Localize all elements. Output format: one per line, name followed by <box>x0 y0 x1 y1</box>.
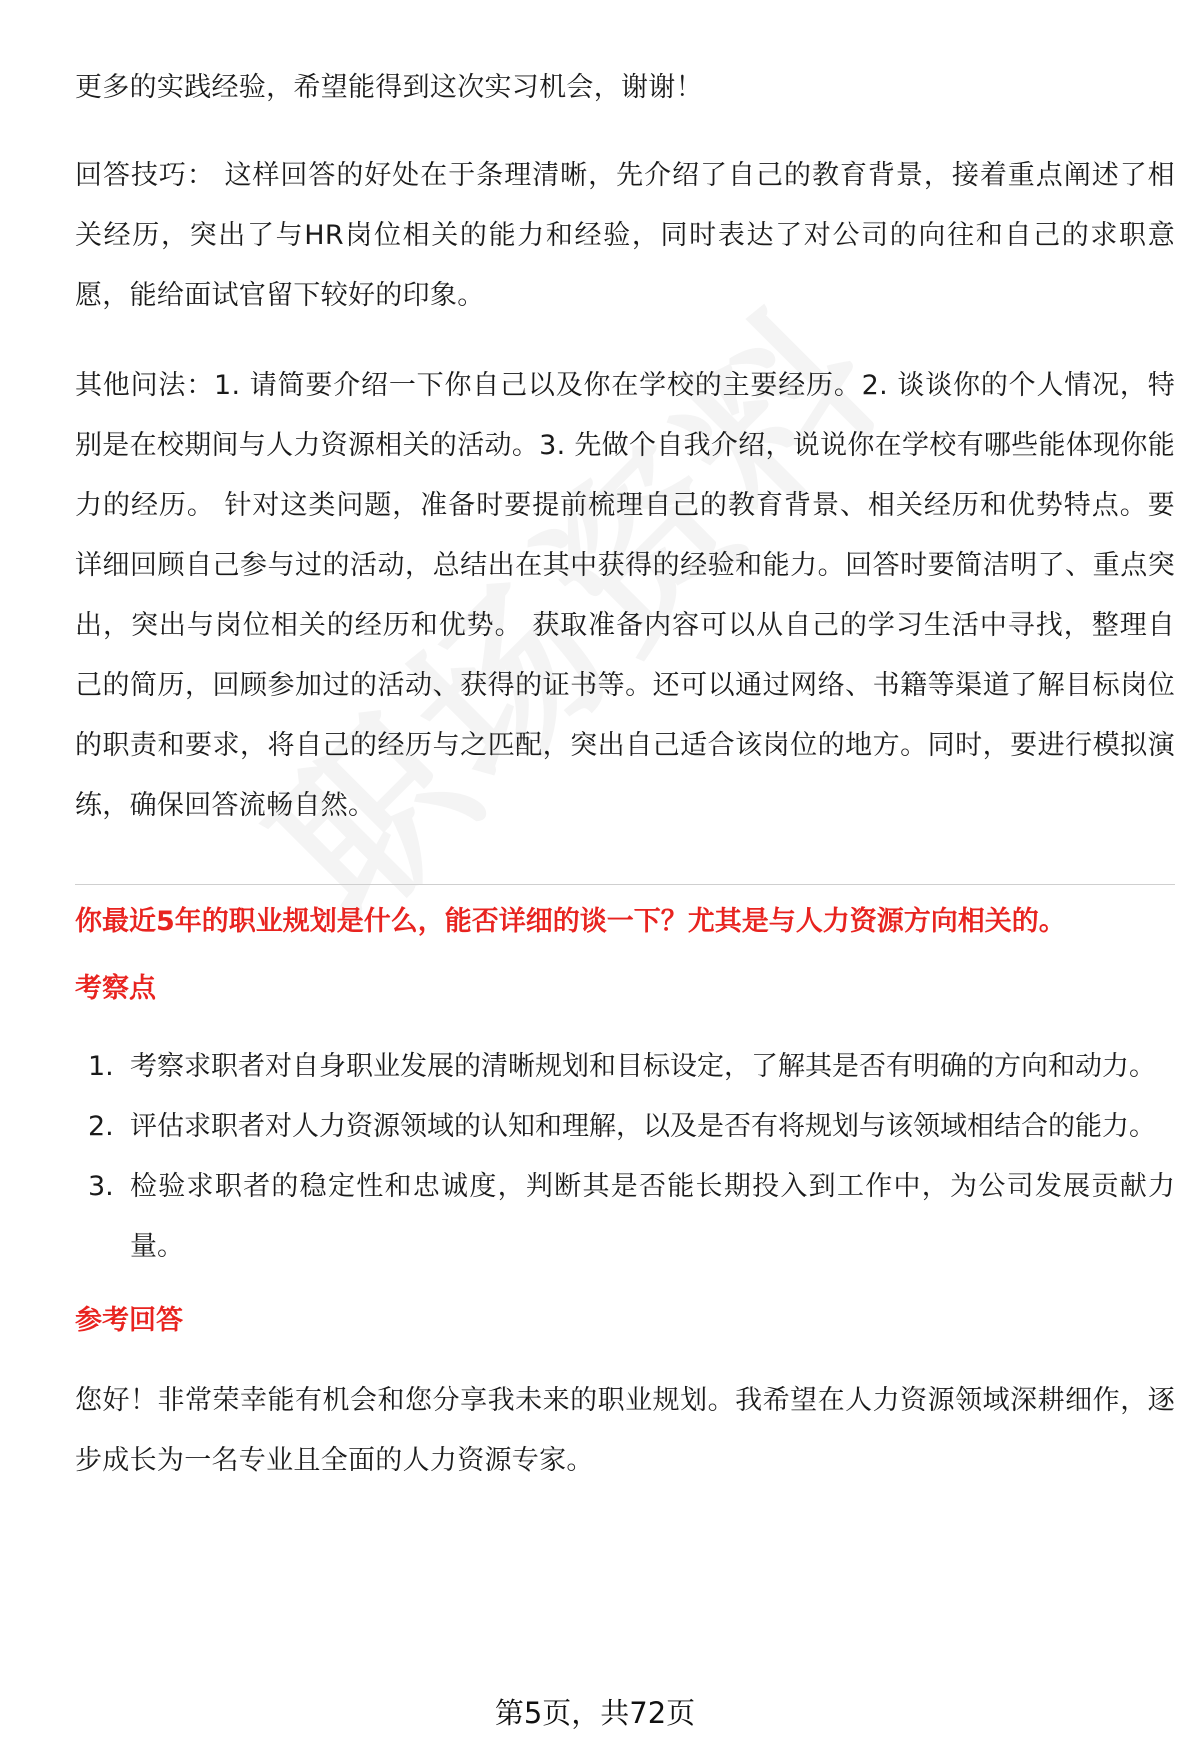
assessment-list <box>75 1037 1175 1277</box>
reference-heading: 参考回答 <box>75 1305 183 1336</box>
list-item <box>75 1097 1175 1157</box>
list-number: 2. <box>88 1111 114 1142</box>
page-content <box>75 58 1175 1491</box>
assessment-heading: 考察点 <box>75 973 156 1004</box>
list-item <box>75 1157 1175 1277</box>
list-item-text: 考察求职者对自身职业发展的清晰规划和目标设定，了解其是否有明确的方向和动力。 <box>130 1051 1156 1082</box>
paragraph-intro-ending: 更多的实践经验，希望能得到这次实习机会，谢谢！ <box>75 72 703 103</box>
page-number: 第5页，共72页 <box>494 1696 696 1730</box>
list-item <box>75 1037 1175 1097</box>
question-title: 你最近5年的职业规划是什么，能否详细的谈一下？尤其是与人力资源方向相关的。 <box>75 906 1066 937</box>
paragraph-answer-tips: 回答技巧： 这样回答的好处在于条理清晰，先介绍了自己的教育背景，接着重点阐述了相关经历，突出了与HR岗位相关的能力和经验，同时表达了对公司的向往和自己的求职意愿，能给面试官留下较好的印象。 <box>75 160 1175 311</box>
reference-answer-text: 您好！非常荣幸能有机会和您分享我未来的职业规划。我希望在人力资源领域深耕细作，逐步成长为一名专业且全面的人力资源专家。 <box>75 1385 1175 1476</box>
list-item-text: 评估求职者对人力资源领域的认知和理解，以及是否有将规划与该领域相结合的能力。 <box>130 1111 1156 1142</box>
list-number: 1. <box>88 1051 114 1082</box>
list-item-text: 检验求职者的稳定性和忠诚度，判断其是否能长期投入到工作中，为公司发展贡献力量。 <box>130 1171 1175 1262</box>
list-number: 3. <box>88 1171 114 1202</box>
paragraph-other-questions: 其他问法：1. 请简要介绍一下你自己以及你在学校的主要经历。2. 谈谈你的个人情况，特别是在校期间与人力资源相关的活动。3. 先做个自我介绍，说说你在学校有哪些能体现你能力的经历。 针对这类问题，准备时要提前梳理自己的教育背景、相关经历和优势特点。要详细回顾自己参与过的活动，总结出在其中获得的经验和能力。回答时要简洁明了、重点突出，突出与岗位相关的经历和优势。 获取准备内容可以从自己的学习生活中寻找，整理自己的简历，回顾参加过的活动、获得的证书等。还可以通过网络、书籍等渠道了解目标岗位的职责和要求，将自己的经历与之匹配，突出自己适合该岗位的地方。同时，要进行模拟演练，确保回答流畅自然。 <box>75 370 1175 821</box>
section-divider <box>75 884 1175 885</box>
